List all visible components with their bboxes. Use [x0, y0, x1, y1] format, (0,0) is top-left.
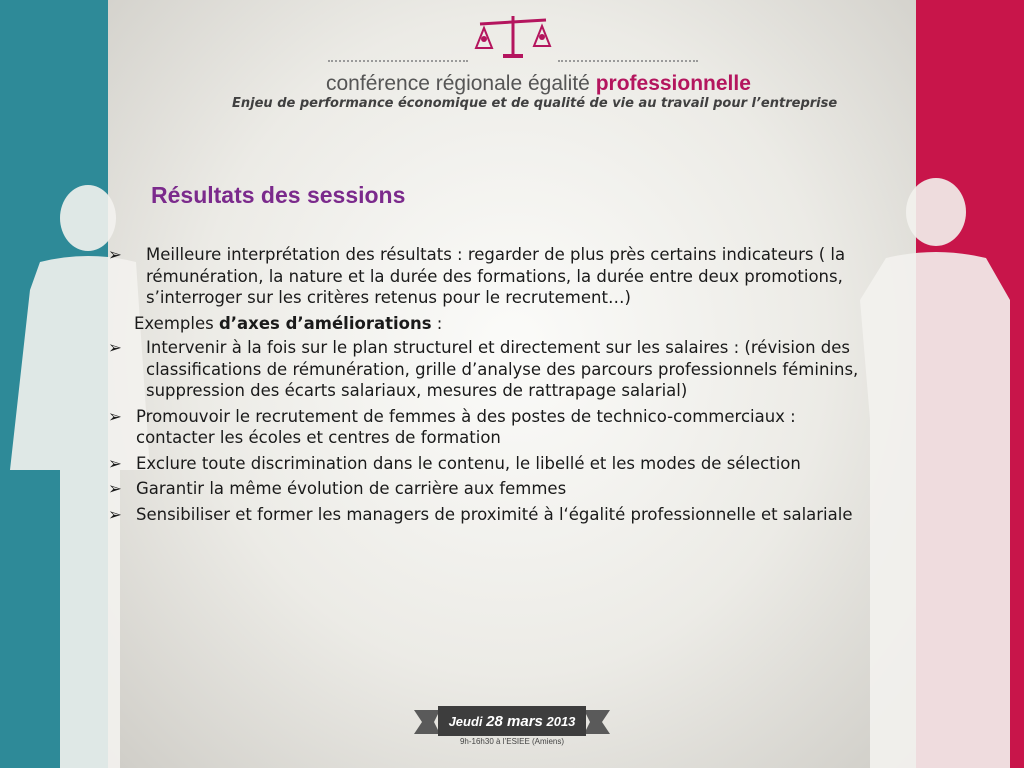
event-date	[440, 713, 584, 730]
list-item	[108, 478, 868, 500]
arrowhead-bullet-icon: ➢	[108, 406, 122, 426]
list-item	[108, 337, 868, 402]
header-dotted-rule-left	[328, 60, 468, 62]
header-dotted-rule-right	[558, 60, 698, 62]
event-time-location: 9h-16h30 à l’ESIEE (Amiens)	[459, 737, 565, 746]
arrowhead-bullet-icon: ➢	[108, 479, 122, 498]
list-item	[108, 244, 868, 309]
list-item	[108, 406, 868, 449]
list-item-text: Meilleure interprétation des résultats : regarder de plus près certains indicateurs ( la rémunération, la nature et la durée des formations, la durée entre deux promotions, s’interroger sur les critères retenus pour le recrutement…)	[146, 245, 846, 307]
list-item	[108, 453, 868, 475]
conference-title-accent: professionnelle	[595, 72, 751, 95]
right-figure-body	[860, 252, 1010, 768]
arrowhead-bullet-icon: ➢	[108, 453, 122, 473]
examples-line	[108, 313, 868, 335]
list-item-text: Garantir la même évolution de carrière aux femmes	[136, 479, 567, 498]
list-item-text: Sensibiliser et former les managers de proximité à l‘égalité professionnelle et salariale	[136, 504, 853, 524]
list-item-text: Intervenir à la fois sur le plan structurel et directement sur les salaires : (révision des classifications de rémunération, grille d’analyse des parcours professionnels féminins, suppression des écarts salariaux, mesures de rattrapage salarial)	[146, 338, 859, 400]
list-item-text: Promouvoir le recrutement de femmes à des postes de technico-commerciaux : contacter les écoles et centres de formation	[136, 406, 796, 447]
arrowhead-bullet-icon: ➢	[108, 245, 122, 264]
examples-prefix: Exemples	[134, 313, 219, 333]
arrowhead-bullet-icon: ➢	[108, 504, 122, 524]
slide-title: Résultats des sessions	[151, 182, 406, 208]
arrowhead-bullet-icon: ➢	[108, 338, 122, 357]
event-date-main: 28 mars	[486, 713, 543, 730]
scales-logo-icon	[470, 14, 556, 60]
event-year: 2013	[542, 714, 576, 729]
examples-suffix: :	[431, 313, 443, 333]
conference-title-prefix: conférence régionale égalité	[326, 72, 596, 95]
list-item	[108, 504, 868, 526]
list-item-text: Exclure toute discrimination dans le contenu, le libellé et les modes de sélection	[136, 453, 801, 473]
conference-subtitle: Enjeu de performance économique et de qualité de vie au travail pour l’entreprise	[232, 96, 838, 111]
left-figure-head	[60, 185, 116, 251]
conference-title	[326, 72, 751, 96]
examples-bold: d’axes d’améliorations	[218, 313, 432, 333]
event-day: Jeudi	[448, 714, 487, 729]
right-figure-head	[906, 178, 966, 246]
slide-body	[108, 244, 868, 529]
